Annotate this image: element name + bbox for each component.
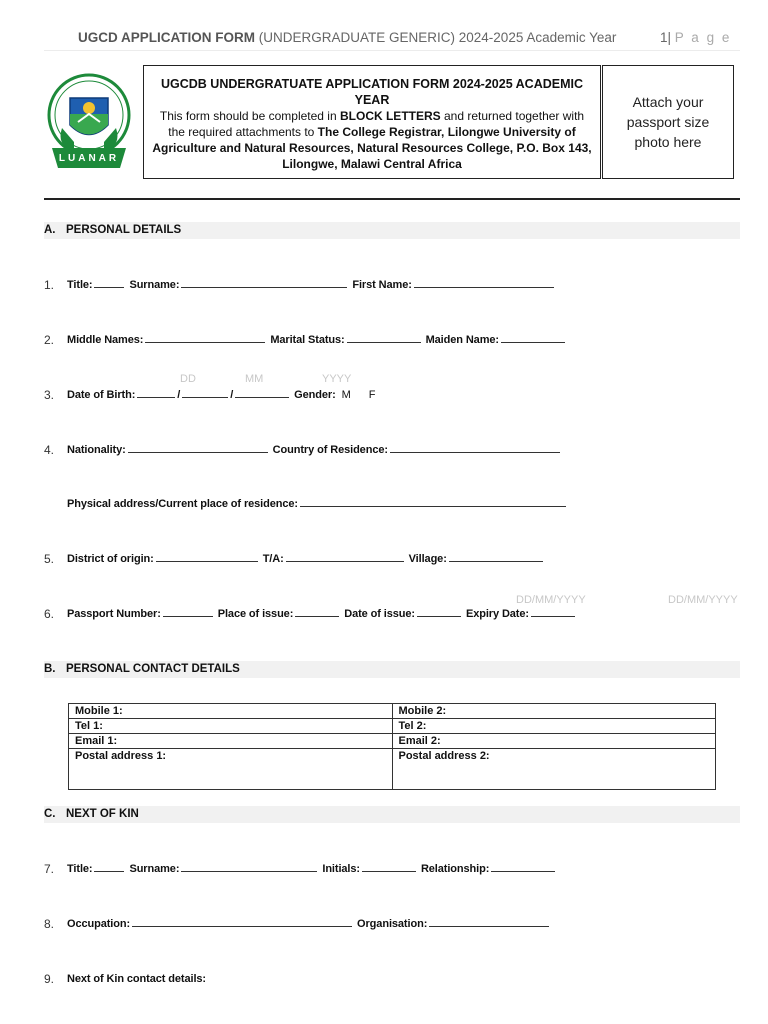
passport-number-label: Passport Number:: [67, 608, 161, 620]
kin-title-field[interactable]: [94, 863, 124, 872]
nationality-row: [67, 444, 562, 456]
university-logo: [44, 70, 134, 180]
dob-year-field[interactable]: [235, 389, 289, 398]
mobile-1-cell[interactable]: Mobile 1:: [69, 704, 393, 719]
expiry-date-hint: DD/MM/YYYY: [668, 594, 738, 606]
table-row: [69, 704, 716, 719]
marital-status-label: Marital Status:: [270, 334, 345, 346]
page-header-title: [78, 30, 616, 45]
question-number: 7.: [44, 862, 55, 876]
maiden-name-field[interactable]: [501, 334, 565, 343]
kin-relationship-field[interactable]: [491, 863, 555, 872]
page-number-value: 1: [660, 30, 668, 45]
country-residence-field[interactable]: [390, 444, 560, 453]
first-name-field[interactable]: [414, 279, 554, 288]
expiry-date-label: Expiry Date:: [465, 608, 529, 620]
date-separator: /: [177, 389, 181, 401]
logo-text: LUANAR: [58, 153, 120, 164]
page-label: P a g e: [674, 30, 732, 45]
dob-day-field[interactable]: [137, 389, 175, 398]
instruction-text: This form should be completed in: [159, 109, 340, 123]
expiry-date-field[interactable]: [531, 608, 575, 617]
passport-number-field[interactable]: [163, 608, 213, 617]
date-of-issue-label: Date of issue:: [344, 608, 415, 620]
date-separator: /: [230, 389, 234, 401]
kin-organisation-label: Organisation:: [357, 918, 428, 930]
physical-address-row: [67, 498, 568, 510]
kin-relationship-label: Relationship:: [420, 863, 490, 875]
question-number: 4.: [44, 443, 55, 457]
table-row: [69, 719, 716, 734]
surname-label: Surname:: [129, 279, 180, 291]
form-instructions: [152, 108, 592, 172]
question-number: 3.: [44, 388, 55, 402]
registrar-address: The College Registrar, Lilongwe University of Agriculture and Natural Resources, Natural Resources College, P.O. Box 143, Lilongwe, Malawi Central Africa: [152, 125, 592, 171]
dob-gender-row: [67, 389, 387, 401]
issue-date-hint: DD/MM/YYYY: [516, 594, 586, 606]
section-letter: C.: [44, 808, 56, 820]
kin-name-row: [67, 863, 557, 875]
section-contact-details: [44, 661, 740, 678]
middle-marital-row: [67, 334, 567, 346]
question-number: 8.: [44, 917, 55, 931]
physical-address-label: Physical address/Current place of residence:: [67, 498, 298, 510]
dob-month-field[interactable]: [182, 389, 228, 398]
form-subtitle: (UNDERGRADUATE GENERIC) 2024-2025 Academic Year: [258, 30, 617, 45]
tel-2-cell[interactable]: Tel 2:: [392, 719, 716, 734]
gender-option-male[interactable]: M: [341, 389, 351, 401]
table-row: [69, 749, 716, 790]
village-label: Village:: [408, 553, 447, 565]
nationality-field[interactable]: [128, 444, 268, 453]
kin-title-label: Title:: [67, 863, 93, 875]
section-title: PERSONAL DETAILS: [66, 224, 182, 236]
question-number: 6.: [44, 607, 55, 621]
mobile-2-cell[interactable]: Mobile 2:: [392, 704, 716, 719]
kin-initials-field[interactable]: [362, 863, 416, 872]
kin-occupation-row: [67, 918, 551, 930]
tel-1-cell[interactable]: Tel 1:: [69, 719, 393, 734]
district-field[interactable]: [156, 553, 258, 562]
ta-field[interactable]: [286, 553, 404, 562]
email-1-cell[interactable]: Email 1:: [69, 734, 393, 749]
section-title: PERSONAL CONTACT DETAILS: [66, 663, 240, 675]
kin-initials-label: Initials:: [322, 863, 360, 875]
page-separator: |: [667, 30, 672, 45]
dob-day-hint: DD: [180, 373, 196, 385]
physical-address-field[interactable]: [300, 498, 566, 507]
section-next-of-kin: [44, 806, 740, 823]
dob-year-hint: YYYY: [322, 373, 352, 385]
first-name-label: First Name:: [352, 279, 412, 291]
country-residence-label: Country of Residence:: [272, 444, 388, 456]
kin-occupation-field[interactable]: [132, 918, 352, 927]
question-number: 9.: [44, 972, 55, 986]
kin-occupation-label: Occupation:: [67, 918, 131, 930]
place-of-issue-field[interactable]: [295, 608, 339, 617]
place-of-issue-label: Place of issue:: [217, 608, 294, 620]
section-letter: B.: [44, 663, 56, 675]
surname-field[interactable]: [181, 279, 347, 288]
middle-names-field[interactable]: [145, 334, 265, 343]
maiden-name-label: Maiden Name:: [425, 334, 499, 346]
email-2-cell[interactable]: Email 2:: [392, 734, 716, 749]
postal-address-1-cell[interactable]: Postal address 1:: [69, 749, 393, 790]
form-title-box: [143, 65, 601, 179]
question-number: 2.: [44, 333, 55, 347]
form-label: UGCD APPLICATION FORM: [78, 30, 255, 45]
question-number: 1.: [44, 278, 55, 292]
dob-month-hint: MM: [245, 373, 264, 385]
kin-contact-label: Next of Kin contact details:: [67, 973, 206, 985]
dob-label: Date of Birth:: [67, 389, 136, 401]
page-number: [660, 30, 731, 45]
date-of-issue-field[interactable]: [417, 608, 461, 617]
header-divider: [44, 50, 740, 51]
postal-address-2-cell[interactable]: Postal address 2:: [392, 749, 716, 790]
table-row: [69, 734, 716, 749]
passport-row: [67, 608, 577, 620]
kin-surname-label: Surname:: [129, 863, 180, 875]
contact-details-table: [68, 703, 716, 790]
kin-surname-field[interactable]: [181, 863, 317, 872]
middle-names-label: Middle Names:: [67, 334, 144, 346]
passport-photo-box[interactable]: Attach your passport size photo here: [602, 65, 734, 179]
title-field[interactable]: [94, 279, 124, 288]
question-number: 5.: [44, 552, 55, 566]
title-name-row: [67, 279, 556, 291]
section-title: NEXT OF KIN: [66, 808, 139, 820]
kin-organisation-field[interactable]: [429, 918, 549, 927]
title-label: Title:: [67, 279, 93, 291]
ta-label: T/A:: [262, 553, 284, 565]
section-letter: A.: [44, 224, 56, 236]
marital-status-field[interactable]: [347, 334, 421, 343]
nationality-label: Nationality:: [67, 444, 126, 456]
form-title: UGCDB UNDERGRATUATE APPLICATION FORM 2024-2025 ACADEMIC YEAR: [160, 77, 584, 107]
instruction-emphasis: BLOCK LETTERS: [339, 109, 441, 123]
gender-label: Gender:: [294, 389, 336, 401]
instruction-text-continued: and returned together with the required attachments to: [168, 109, 585, 139]
district-row: [67, 553, 545, 565]
section-personal-details: [44, 222, 740, 239]
district-label: District of origin:: [67, 553, 154, 565]
banner-divider: [44, 198, 740, 200]
village-field[interactable]: [449, 553, 543, 562]
gender-option-female[interactable]: F: [368, 389, 376, 401]
